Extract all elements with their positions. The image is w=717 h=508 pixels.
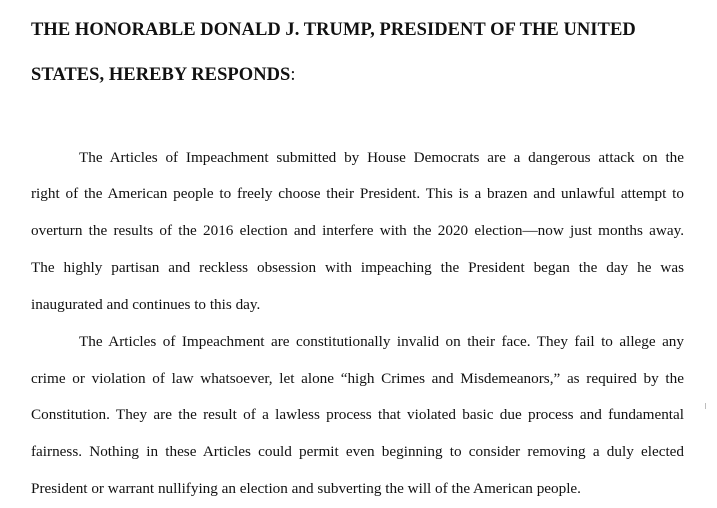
paragraph-2-line-2: crime or violation of law whatsoever, let alone “high Crimes and Misdemeanors,” as required by the <box>31 370 684 387</box>
paragraph-1-line-1: The Articles of Impeachment submitted by House Democrats are a dangerous attack on the <box>79 149 684 166</box>
scan-artifact-mark <box>705 403 706 409</box>
heading-line-1: THE HONORABLE DONALD J. TRUMP, PRESIDENT OF THE UNITED <box>31 20 636 40</box>
paragraph-1-line-5: inaugurated and continues to this day. <box>31 296 261 313</box>
paragraph-1-line-3: overturn the results of the 2016 election and interfere with the 2020 election—now just months away. <box>31 222 684 239</box>
heading-line-2 <box>31 64 296 86</box>
paragraph-1-line-2: right of the American people to freely choose their President. This is a brazen and unlawful attempt to <box>31 185 684 202</box>
heading-colon: : <box>290 65 296 85</box>
paragraph-2-line-4: fairness. Nothing in these Articles could permit even beginning to consider removing a duly elected <box>31 443 684 460</box>
heading-line-2-text: STATES, HEREBY RESPONDS <box>31 65 291 85</box>
paragraph-2-line-5: President or warrant nullifying an election and subverting the will of the American people. <box>31 480 581 497</box>
paragraph-1-line-4: The highly partisan and reckless obsession with impeaching the President began the day he was <box>31 259 684 276</box>
paragraph-2-line-1: The Articles of Impeachment are constitutionally invalid on their face. They fail to allege any <box>79 333 684 350</box>
paragraph-2-line-3: Constitution. They are the result of a lawless process that violated basic due process and fundamental <box>31 406 684 423</box>
